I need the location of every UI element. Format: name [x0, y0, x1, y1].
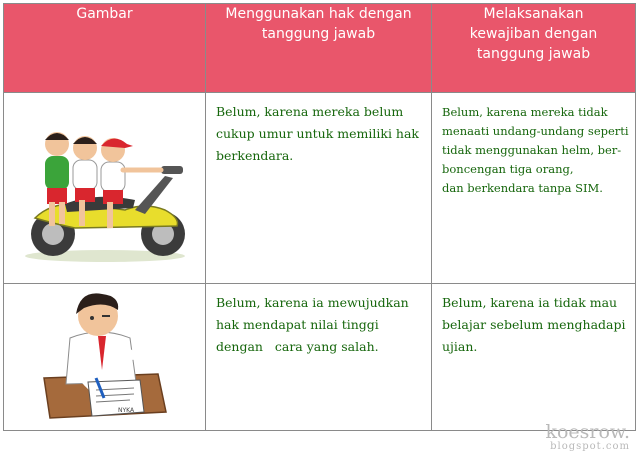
hak-line: cukup umur untuk memiliki hak — [216, 126, 419, 141]
watermark — [545, 423, 630, 452]
comparison-table — [3, 3, 636, 431]
hak-line: Belum, karena mereka belum — [216, 104, 404, 119]
kewajiban-line: ujian. — [442, 339, 478, 354]
header-row — [4, 4, 636, 93]
kewajiban-line: dan berkendara tanpa SIM. — [442, 181, 603, 195]
table-row — [4, 93, 636, 284]
header-kewajiban: Melaksanakan kewajiban dengan tanggung jawab — [432, 4, 636, 93]
hak-line: hak mendapat nilai tinggi — [216, 317, 379, 332]
kewajiban-line: tidak menggunakan helm, ber- — [442, 143, 622, 157]
hak-cell — [206, 93, 432, 284]
hak-cell — [206, 284, 432, 431]
hak-line: Belum, karena ia mewujudkan — [216, 295, 409, 310]
paper-label: NYKA — [117, 407, 134, 414]
kewajiban-line: menaati undang-undang seperti — [442, 124, 629, 138]
kewajiban-cell — [432, 284, 636, 431]
kewajiban-line: boncengan tiga orang, — [442, 162, 574, 176]
image-cell — [4, 93, 206, 284]
watermark-line2: blogspot.com — [550, 441, 630, 452]
children-on-motorbike-illustration — [15, 106, 195, 266]
header-gambar: Gambar — [4, 4, 206, 93]
table-row — [4, 284, 636, 431]
header-hak: Menggunakan hak dengan tanggung jawab — [206, 4, 432, 93]
kewajiban-line: Belum, karena ia tidak mau — [442, 295, 618, 310]
kewajiban-line: Belum, karena mereka tidak — [442, 105, 608, 119]
student-cheating-exam-illustration — [40, 286, 170, 424]
image-cell — [4, 284, 206, 431]
kewajiban-cell — [432, 93, 636, 284]
kewajiban-line: belajar sebelum menghadapi — [442, 317, 626, 332]
hak-line: berkendara. — [216, 148, 294, 163]
watermark-line1: koesrow. — [545, 421, 630, 443]
hak-line: dengan cara yang salah. — [216, 339, 379, 354]
